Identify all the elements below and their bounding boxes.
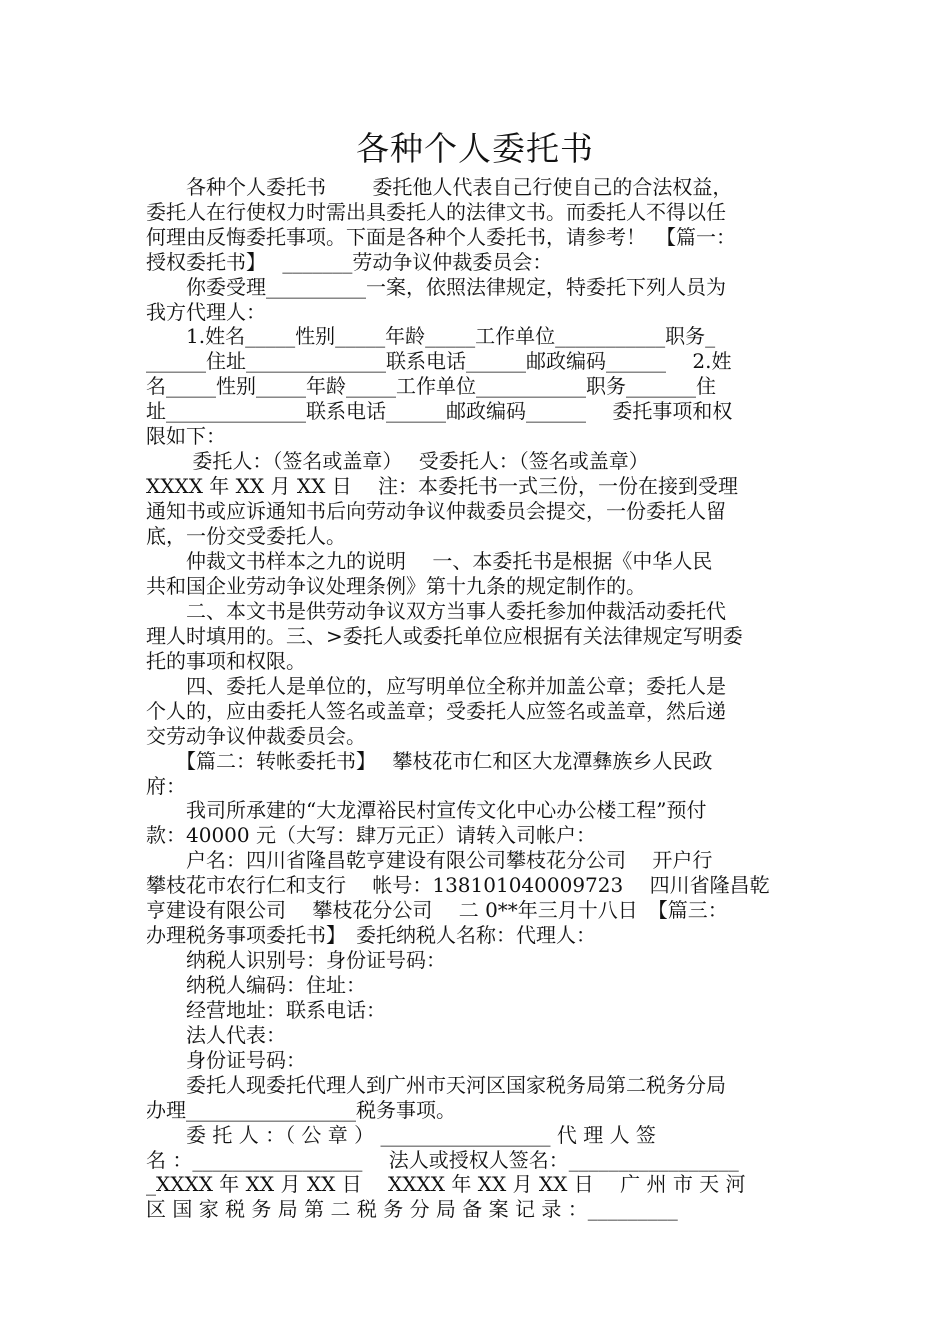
text-line: 授权委托书】 _______劳动争议仲裁委员会： (146, 250, 553, 274)
text-line: 委托人：（签名或盖章） 受委托人：（签名或盖章） (146, 449, 649, 473)
text-line: 何理由反悔委托事项。下面是各种个人委托书，请参考！ 【篇一： (146, 225, 736, 249)
text-line: 交劳动争议仲裁委员会。 (146, 724, 366, 748)
text-line: _XXXX 年 XX 月 XX 日 XXXX 年 XX 月 XX 日 广 州 市 天 河 (146, 1172, 746, 1196)
text-line: 托的事项和权限。 (146, 649, 306, 673)
text-line: 纳税人识别号：身份证号码： (146, 948, 446, 972)
text-line: 委托人现委托代理人到广州市天河区国家税务局第二税务分局 (146, 1073, 726, 1097)
text-line: 身份证号码： (146, 1048, 306, 1072)
text-line: 你委受理__________一案，依照法律规定，特委托下列人员为 (146, 275, 726, 299)
text-line: 限如下： (146, 424, 226, 448)
text-line: 通知书或应诉通知书后向劳动争议仲裁委员会提交，一份委托人留 (146, 499, 726, 523)
text-line: 经营地址：联系电话： (146, 998, 386, 1022)
text-line: 理人时填用的。三、>委托人或委托单位应根据有关法律规定写明委 (146, 624, 743, 648)
text-line: 址______________联系电话______邮政编码______ 委托事项和权 (146, 399, 733, 423)
text-line: 名 ：_________________ 法人或授权人签名：_________________ (146, 1148, 739, 1172)
text-line: 纳税人编码：住址： (146, 973, 366, 997)
text-line: 我方代理人： (146, 300, 266, 324)
text-line: 府： (146, 774, 186, 798)
text-line: 仲裁文书样本之九的说明 一、本委托书是根据《中华人民 (146, 549, 713, 573)
text-line: 四、委托人是单位的，应写明单位全称并加盖公章；委托人是 (146, 674, 726, 698)
document-title: 各种个人委托书 (356, 129, 594, 168)
text-line: 亨建设有限公司 攀枝花分公司 二 0**年三月十八日 【篇三： (146, 898, 728, 922)
text-line: ______住址______________联系电话______邮政编码______ 2.姓 (146, 349, 732, 373)
text-line: 我司所承建的“大龙潭裕民村宣传文化中心办公楼工程”预付 (146, 798, 707, 822)
text-line: 【篇二：转帐委托书】 攀枝花市仁和区大龙潭彝族乡人民政 (146, 749, 713, 773)
text-line: 办理税务事项委托书】 委托纳税人名称：代理人： (146, 923, 596, 947)
text-line: 户名：四川省隆昌乾亨建设有限公司攀枝花分公司 开户行 (146, 848, 713, 872)
text-line: 法人代表： (146, 1023, 286, 1047)
text-line: 二、本文书是供劳动争议双方当事人委托参加仲裁活动委托代 (146, 599, 726, 623)
text-line: 1.姓名_____性别_____年龄_____工作单位___________职务_ (146, 324, 716, 348)
text-line: 底，一份交受委托人。 (146, 524, 346, 548)
text-line: 委 托 人 ：（ 公 章 ） _________________ 代 理 人 签 (146, 1123, 656, 1147)
text-line: 办理_________________税务事项。 (146, 1098, 456, 1122)
text-line: 攀枝花市农行仁和支行 帐号：138101040009723 四川省隆昌乾 (146, 873, 770, 897)
text-line: 区 国 家 税 务 局 第 二 税 务 分 局 备 案 记 录 ：_________ (146, 1197, 678, 1221)
text-line: 个人的，应由委托人签名或盖章；受委托人应签名或盖章，然后递 (146, 699, 726, 723)
text-line: 各种个人委托书 委托他人代表自己行使自己的合法权益， (146, 175, 733, 199)
text-line: 名_____性别_____年龄_____工作单位___________职务_______住 (146, 374, 716, 398)
text-line: 款：40000 元（大写：肆万元正）请转入司帐户： (146, 823, 596, 847)
text-line: 委托人在行使权力时需出具委托人的法律文书。而委托人不得以任 (146, 200, 726, 224)
text-line: 共和国企业劳动争议处理条例》第十九条的规定制作的。 (146, 574, 646, 598)
text-line: XXXX 年 XX 月 XX 日 注：本委托书一式三份，一份在接到受理 (146, 474, 739, 498)
